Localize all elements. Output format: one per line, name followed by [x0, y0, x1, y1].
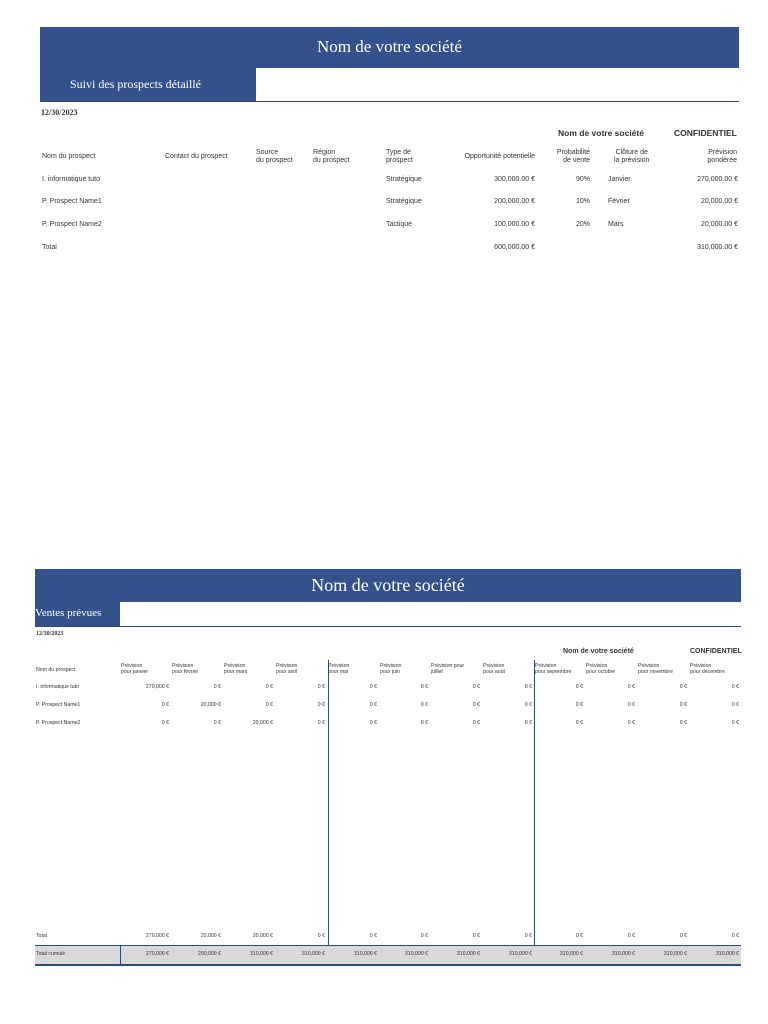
sheet1-title-rule — [40, 101, 739, 102]
sheet2-row-0-col-4: 0 € — [317, 684, 325, 690]
sheet2-total-col-9: 0 € — [575, 933, 583, 939]
sheet1-row-2-opportunity: 100,000.00 € — [494, 221, 535, 228]
sheet2-row-1-col-8: 0 € — [524, 702, 532, 708]
sheet2-row-1-col-12: 0 € — [731, 702, 739, 708]
sheet1-header-prospect-name: Nom du prospect — [42, 153, 96, 160]
sheet2-total-col-4: 0 € — [317, 933, 325, 939]
sheet2-row-0-col-1: 270,000 € — [145, 684, 169, 690]
sheet2-cumulative-top-rule — [35, 945, 741, 946]
sheet2-header-col-8: Prévision pour août — [483, 663, 505, 675]
sheet2-cumulative-col-7: 310,000 € — [456, 951, 480, 957]
sheet1-company-banner — [40, 27, 739, 68]
sheet2-row-2-col-0: P. Prospect Name2 — [36, 720, 81, 726]
sheet2-header-col-11: Prévision pour novembre — [638, 663, 673, 675]
sheet2-header-col-3: Prévision pour mars — [224, 663, 248, 675]
sheet2-header-col-6: Prévision pour juin — [380, 663, 402, 675]
sheet2-header-col-9: Prévision pour septembre — [535, 663, 572, 675]
sheet1-row-0-type: Stratégique — [386, 176, 422, 183]
sheet2-total-col-2: 20,000 € — [200, 933, 221, 939]
sheet2-cumulative-bottom-rule — [35, 964, 741, 966]
sheet2-confidential: CONFIDENTIEL — [690, 648, 742, 655]
sheet2-date: 12/30/2023 — [36, 631, 64, 637]
sheet2-row-1-col-3: 0 € — [265, 702, 273, 708]
sheet2-row-0-col-11: 0 € — [679, 684, 687, 690]
sheet1-row-2-name: P. Prospect Name2 — [42, 221, 102, 228]
sheet2-total-col-0: Total — [36, 933, 47, 939]
sheet2-row-1-col-0: P. Prospect Name1 — [36, 702, 81, 708]
sheet2-row-2-col-1: 0 € — [161, 720, 169, 726]
sheet1-total-opportunity: 600,000.00 € — [494, 244, 535, 251]
sheet2-row-2-col-8: 0 € — [524, 720, 532, 726]
sheet1-header-source: Source du prospect — [256, 149, 293, 165]
sheet2-cumulative-col-1: 270,000 € — [145, 951, 169, 957]
sheet1-row-2-probability: 20% — [575, 221, 590, 228]
sheet1-confidential: CONFIDENTIEL — [674, 128, 737, 138]
sheet1-row-2-type: Tactique — [386, 221, 413, 228]
sheet1-row-1-opportunity: 200,000.00 € — [494, 198, 535, 205]
sheet2-row-2-col-11: 0 € — [679, 720, 687, 726]
sheet2-total-col-5: 0 € — [369, 933, 377, 939]
sheet2-cumulative-col-4: 310,000 € — [301, 951, 325, 957]
sheet2-header-col-0: Nom du prospect — [36, 667, 76, 673]
sheet2-row-0-col-7: 0 € — [472, 684, 480, 690]
sheet1-row-1-name: P. Prospect Name1 — [42, 198, 102, 205]
sheet1-date: 12/30/2023 — [41, 108, 78, 117]
sheet1-row-1-probability: 10% — [575, 198, 590, 205]
sheet2-total-col-8: 0 € — [524, 933, 532, 939]
sheet2-row-2-col-10: 0 € — [627, 720, 635, 726]
sheet2-row-2-col-2: 0 € — [213, 720, 221, 726]
sheet2-row-2-col-7: 0 € — [472, 720, 480, 726]
sheet2-company-title: Nom de votre société — [311, 575, 465, 595]
sheet2-row-2-col-6: 0 € — [420, 720, 428, 726]
sheet1-header-probability: Probabilité de vente — [556, 149, 590, 165]
sheet2-cumulative-col-0: Total cumulé — [36, 951, 66, 957]
sheet2-row-2-col-9: 0 € — [575, 720, 583, 726]
sheet2-header-col-7: Prévision pour juillet — [431, 663, 465, 675]
sheet2-row-1-col-10: 0 € — [627, 702, 635, 708]
sheet2-row-0-col-2: 0 € — [213, 684, 221, 690]
sheet1-row-2-close: Mars — [608, 221, 624, 228]
sheet1-row-0-close: Janvier — [608, 176, 631, 183]
sheet1-subtitle: Suivi des prospects détaillé — [70, 77, 201, 91]
sheet1-total-label: Total — [42, 244, 57, 251]
sheet2-row-1-col-5: 0 € — [369, 702, 377, 708]
sheet2-row-0-col-10: 0 € — [627, 684, 635, 690]
sheet2-row-1-col-2: 20,000 € — [200, 702, 221, 708]
sheet1-header-opportunity: Opportunité potentielle — [464, 153, 535, 160]
sheet2-total-col-1: 270,000 € — [145, 933, 169, 939]
sheet2-header-col-5: Prévision pour mai — [328, 663, 350, 675]
sheet2-row-2-col-5: 0 € — [369, 720, 377, 726]
sheet2-row-0-col-5: 0 € — [369, 684, 377, 690]
sheet2-row-0-col-6: 0 € — [420, 684, 428, 690]
sheet2-row-1-col-9: 0 € — [575, 702, 583, 708]
sheet2-total-col-11: 0 € — [679, 933, 687, 939]
sheet2-row-1-col-11: 0 € — [679, 702, 687, 708]
sheet2-total-col-10: 0 € — [627, 933, 635, 939]
sheet1-row-2-weighted: 20,000.00 € — [701, 221, 738, 228]
sheet2-header-col-10: Prévision pour octobre — [586, 663, 616, 675]
sheet2-header-col-4: Prévision pour avril — [276, 663, 298, 675]
sheet1-header-close: Clôture de la prévision — [614, 149, 650, 165]
sheet1-header-type: Type de prospect — [386, 149, 413, 165]
sheet2-row-0-col-12: 0 € — [731, 684, 739, 690]
sheet2-row-1-col-7: 0 € — [472, 702, 480, 708]
sheet2-row-2-col-12: 0 € — [731, 720, 739, 726]
sheet2-title-rule — [35, 626, 741, 627]
sheet2-subtitle-banner — [35, 602, 120, 626]
sheet2-row-2-col-4: 0 € — [317, 720, 325, 726]
sheet2-subtitle: Ventes prévues — [35, 607, 102, 619]
sheet2-header-col-1: Prévision pour janvier — [121, 663, 149, 675]
sheet2-header-col-2: Prévision pour février — [172, 663, 199, 675]
sheet2-cumulative-col-11: 310,000 € — [663, 951, 687, 957]
sheet2-row-2-col-3: 20,000 € — [252, 720, 273, 726]
sheet1-row-1-weighted: 20,000.00 € — [701, 198, 738, 205]
sheet1-company-title: Nom de votre société — [317, 37, 462, 56]
sheet1-row-0-name: I. informatique tuto — [42, 176, 100, 183]
sheet2-row-0-col-3: 0 € — [265, 684, 273, 690]
sheet2-row-0-col-9: 0 € — [575, 684, 583, 690]
sheet1-header-weighted: Prévision pondérée — [707, 149, 737, 165]
sheet2-total-col-3: 20,000 € — [252, 933, 273, 939]
sheet2-row-1-col-1: 0 € — [161, 702, 169, 708]
sheet1-row-0-opportunity: 300,000.00 € — [494, 176, 535, 183]
sheet2-total-col-6: 0 € — [420, 933, 428, 939]
sheet2-row-1-col-4: 0 € — [317, 702, 325, 708]
sheet2-cumulative-col-12: 310,000 € — [715, 951, 739, 957]
sheet2-cumulative-col-3: 310,000 € — [249, 951, 273, 957]
sheet2-cumulative-col-5: 310,000 € — [353, 951, 377, 957]
sheet2-cumulative-col-2: 290,000 € — [197, 951, 221, 957]
sheet2-cumulative-col-9: 310,000 € — [559, 951, 583, 957]
sheet2-cumulative-col-10: 310,000 € — [611, 951, 635, 957]
sheet1-total-weighted: 310,000.00 € — [697, 244, 738, 251]
sheet2-total-col-7: 0 € — [472, 933, 480, 939]
sheet2-cumulative-col-6: 310,000 € — [404, 951, 428, 957]
sheet2-company-small: Nom de votre société — [563, 648, 634, 655]
sheet2-cumulative-col-8: 310,000 € — [508, 951, 532, 957]
sheet2-row-0-col-0: I. informatique tuto — [36, 684, 79, 690]
sheet1-row-0-weighted: 270,000.00 € — [697, 176, 738, 183]
sheet1-row-0-probability: 90% — [575, 176, 590, 183]
sheet2-header-col-12: Prévision pour décembre — [690, 663, 725, 675]
sheet1-header-region: Région du prospect — [313, 149, 350, 165]
sheet1-header-contact: Contact du prospect — [165, 153, 228, 160]
sheet1-row-1-type: Stratégique — [386, 198, 422, 205]
sheet1-subtitle-banner — [40, 68, 256, 101]
sheet2-company-banner — [35, 569, 741, 602]
sheet2-row-1-col-6: 0 € — [420, 702, 428, 708]
sheet1-row-1-close: Février — [608, 198, 630, 205]
sheet1-company-small: Nom de votre société — [558, 128, 644, 138]
sheet2-total-col-12: 0 € — [731, 933, 739, 939]
sheet2-row-0-col-8: 0 € — [524, 684, 532, 690]
